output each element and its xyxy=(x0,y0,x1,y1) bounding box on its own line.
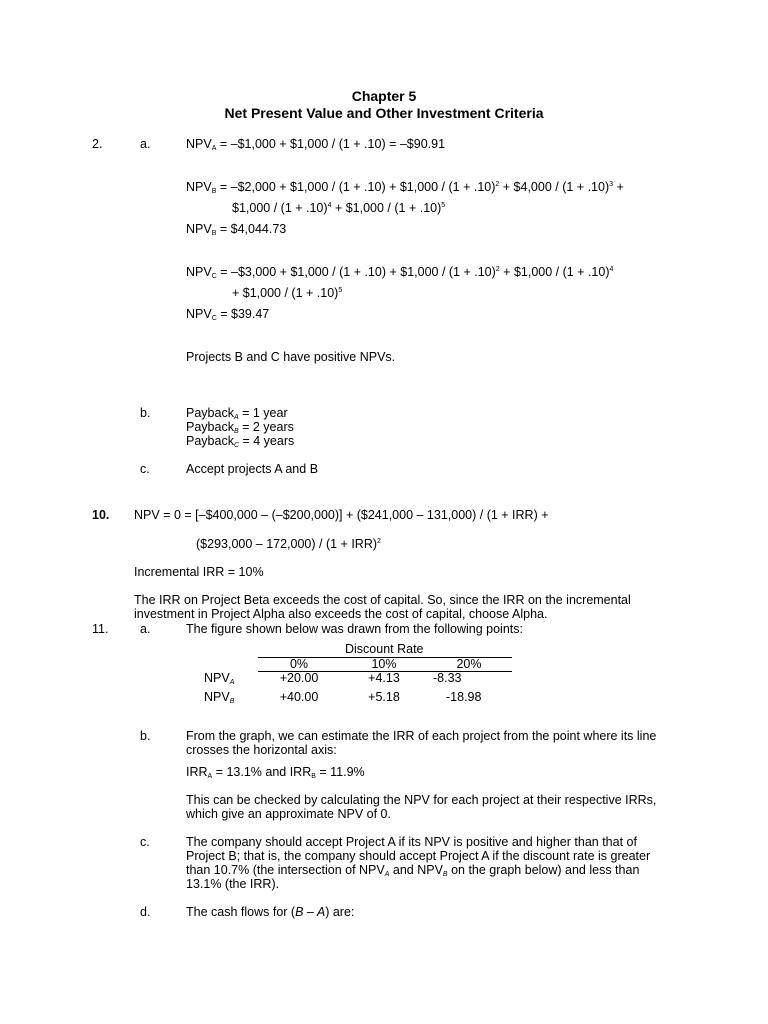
table-cell-a-20: -8.33 xyxy=(433,671,462,685)
table-cell-b-0: +40.00 xyxy=(279,690,319,704)
part-letter-11a: a. xyxy=(140,622,151,636)
npv-c-equation: $NPV_C$ = –$3,000 + $1,000 / (1 + .10) + $1,000 / $(1 + .10)^2$ + $1,000 / $(1 + .10)^4$ xyxy=(186,265,614,280)
table-col-20: 20% xyxy=(456,657,482,671)
table-cell-b-20: -18.98 xyxy=(446,690,482,704)
table-row-label-a: $NPV_A$ xyxy=(204,671,235,686)
question-number-2: 2. xyxy=(92,137,103,151)
irr-equation: NPV = 0 = [–$400,000 – (–$200,000)] + ($241,000 – 131,000) / (1 + IRR) + xyxy=(134,508,549,522)
table-col-10: 10% xyxy=(371,657,397,671)
incremental-irr: Incremental IRR = 10% xyxy=(134,565,264,579)
graph-estimate-text: From the graph, we can estimate the IRR of each project from the point where its line crosses the horizontal axis: xyxy=(186,729,657,757)
npv-c-equation-continued: + $1,000 / $(1 + .10)^5$ xyxy=(232,286,343,300)
part-letter-11d: d. xyxy=(140,905,151,919)
table-group-header: Discount Rate xyxy=(345,642,424,656)
table-cell-a-10: +4.13 xyxy=(368,671,400,685)
part-letter-11c: c. xyxy=(140,835,150,849)
table-cell-b-10: +5.18 xyxy=(368,690,400,704)
npv-b-equation-continued: $1,000 / $(1 + .10)^4$ + $1,000 / $(1 + .10)^5$ xyxy=(232,201,446,215)
part-letter-11b: b. xyxy=(140,729,151,743)
chapter-number: Chapter 5 xyxy=(351,88,417,104)
payback-a: Payback$_A$ = 1 year xyxy=(186,406,288,421)
npv-a-equation: $NPV_A$ = –$1,000 + $1,000 / (1 + .10) = –$90.91 xyxy=(186,137,446,152)
payback-c: Payback$_C$ = 4 years xyxy=(186,434,295,449)
irr-equation-continued: ($293,000 – 172,000) / (1 + IRR)$^2$ xyxy=(196,537,381,551)
npv-b-equation: $NPV_B$ = –$2,000 + $1,000 / (1 + .10) + $1,000 / $(1 + .10)^2$ + $4,000 / $(1 + .10)^3$ + xyxy=(186,180,624,195)
npv-b-result: $NPV_B$ = $4,044.73 xyxy=(186,222,287,237)
table-cell-a-0: +20.00 xyxy=(279,671,319,685)
figure-intro: The figure shown below was drawn from the following points: xyxy=(186,622,523,636)
part-letter-2b: b. xyxy=(140,406,151,420)
cash-flows-text: The cash flows for (B – A) are: xyxy=(186,905,355,919)
question-number-10: 10. xyxy=(92,508,110,522)
npv-conclusion: Projects B and C have positive NPVs. xyxy=(186,350,396,364)
accept-project-a-text: The company should accept Project A if its NPV is positive and higher than that of Project B; that is, the company should accept Project A if the discount rate is greater than 10.7% (the intersection of $NPV_A$ and $NPV_B$ on the graph below) and less than 13.1% (the IRR). xyxy=(186,835,651,891)
table-col-0: 0% xyxy=(289,657,309,671)
chapter-title: Net Present Value and Other Investment Criteria xyxy=(224,105,544,121)
table-row-label-b: $NPV_B$ xyxy=(204,690,235,705)
part-letter-2c: c. xyxy=(140,462,150,476)
payback-b: Payback$_B$ = 2 years xyxy=(186,420,294,435)
part-letter-2a: a. xyxy=(140,137,151,151)
question-number-11: 11. xyxy=(92,622,109,636)
accept-projects: Accept projects A and B xyxy=(186,462,319,476)
irr-explanation: The IRR on Project Beta exceeds the cost of capital. So, since the IRR on the incremental investment in Project Alpha also exceeds the cost of capital, choose Alpha. xyxy=(134,593,631,621)
irr-check-text: This can be checked by calculating the NPV for each project at their respective IRRs, which give an approximate NPV of 0. xyxy=(186,793,657,821)
npv-c-result: $NPV_C$ = $39.47 xyxy=(186,307,270,322)
irr-values: $IRR_A = 13.1\%$ and $IRR_B = 11.9\%$ xyxy=(186,765,365,780)
